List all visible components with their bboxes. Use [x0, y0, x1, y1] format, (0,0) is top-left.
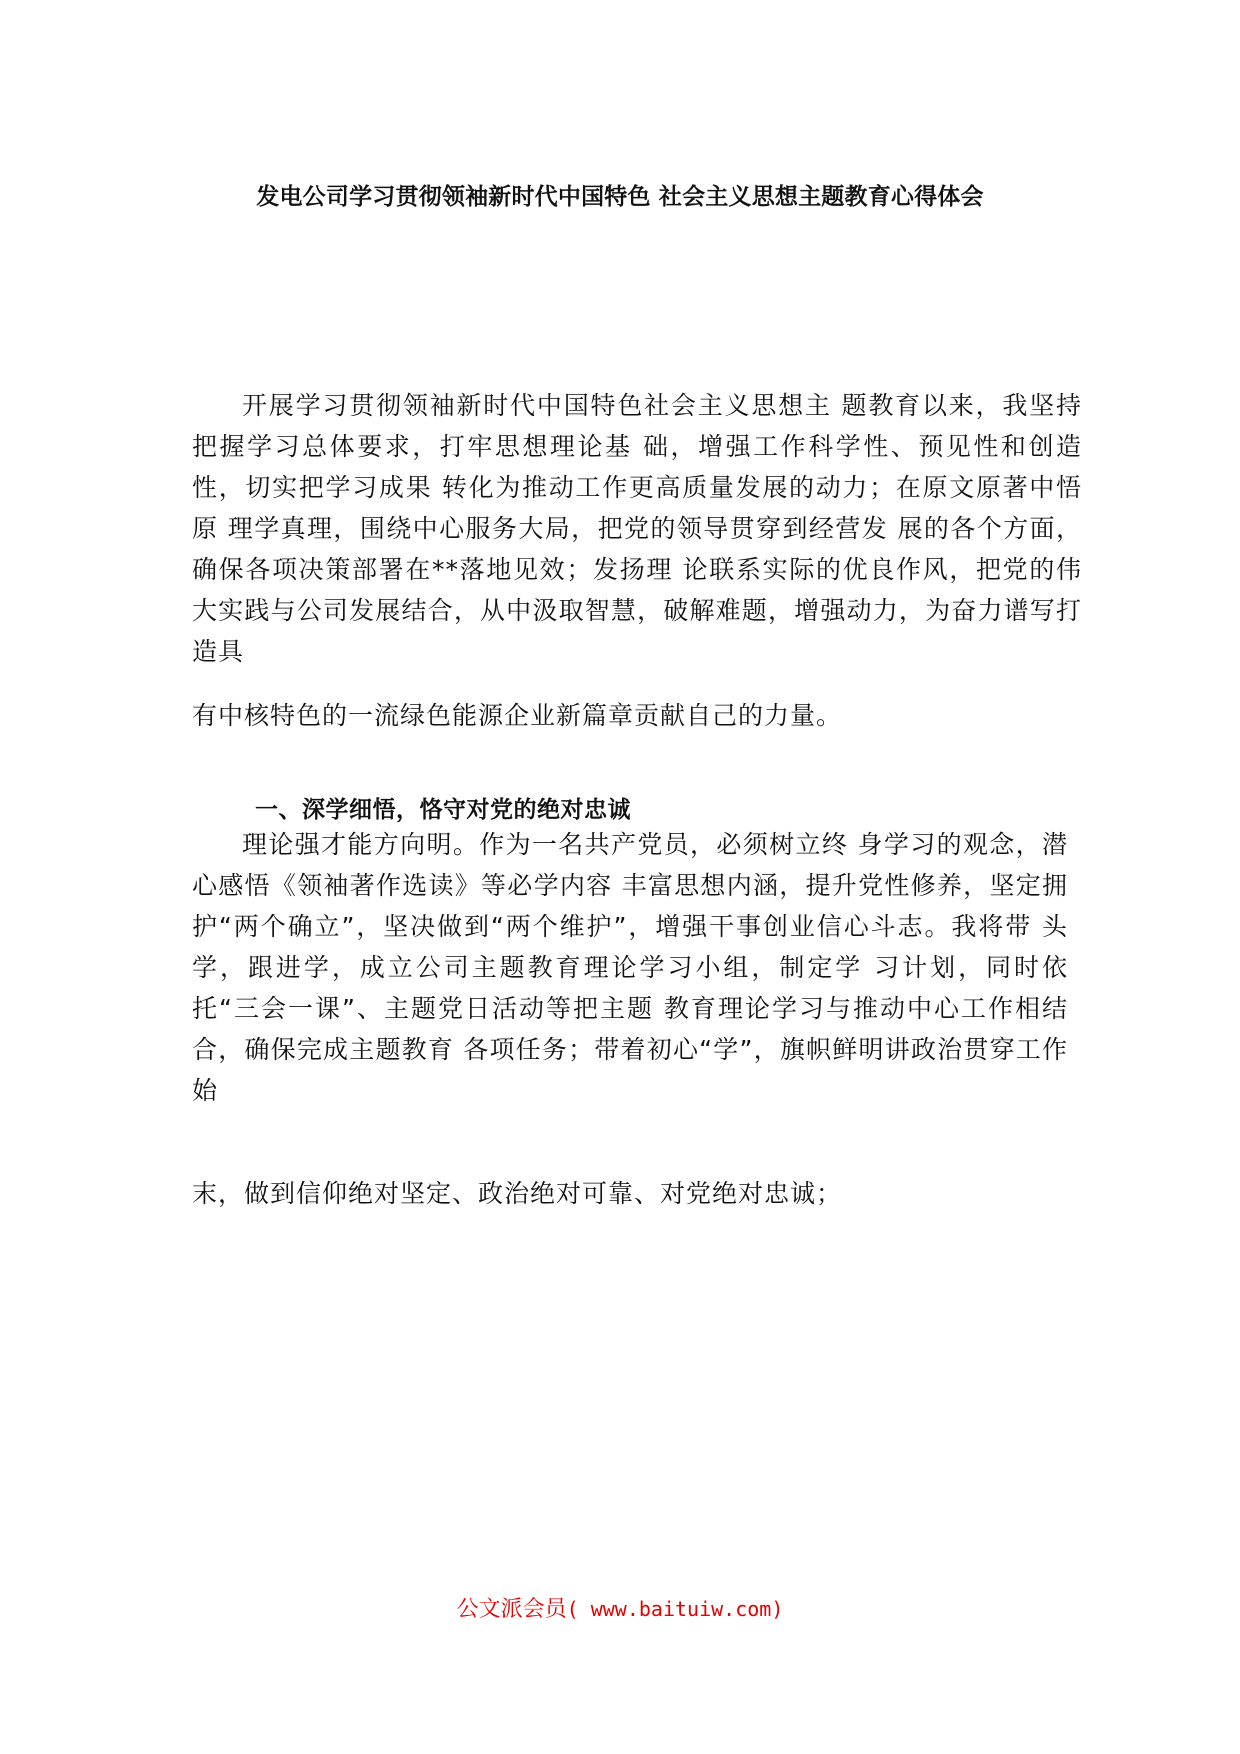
paragraph-section-1-continued: 末，做到信仰绝对坚定、政治绝对可靠、对党绝对忠诚；: [192, 1179, 843, 1208]
paragraph-section-1: 理论强才能方向明。作为一名共产党员，必须树立终 身学习的观念，潜心感悟《领袖著作选读》等必学内容 丰富思想内涵，提升党性修养，坚定拥护“两个确立”，坚决做到“两个维护”，增强干事创业信心斗志。我将带 头学，跟进学，成立公司主题教育理论学习小组，制定学 习计划，同时依托“三会一课”、主题党日活动等把主题 教育理论学习与推动中心工作相结合，确保完成主题教育 各项任务；带着初心“学”，旗帜鲜明讲政治贯穿工作始: [192, 830, 1068, 1105]
paragraph-intro-continued: 有中核特色的一流绿色能源企业新篇章贡献自己的力量。: [192, 701, 843, 730]
watermark-footer: [0, 1592, 1240, 1623]
document-title: 发电公司学习贯彻领袖新时代中国特色 社会主义思想主题教育心得体会: [256, 184, 984, 210]
footer-label: 公文派会员: [456, 1597, 567, 1622]
paragraph-intro: 开展学习贯彻领袖新时代中国特色社会主义思想主 题教育以来，我坚持把握学习总体要求，打牢思想理论基 础，增强工作科学性、预见性和创造性，切实把学习成果 转化为推动工作更高质量发展的动力；在原文原著中悟原 理学真理，围绕中心服务大局，把党的领导贯穿到经营发 展的各个方面，确保各项决策部署在**落地见效；发扬理 论联系实际的优良作风，把党的伟大实践与公司发展结合，从中汲取智慧，破解难题，增强动力，为奋力谱写打造具: [192, 391, 1082, 666]
section-heading: 一、深学细悟，恪守对党的绝对忠诚: [255, 797, 631, 823]
footer-url[interactable]: ( www.baituiw.com): [566, 1597, 784, 1621]
